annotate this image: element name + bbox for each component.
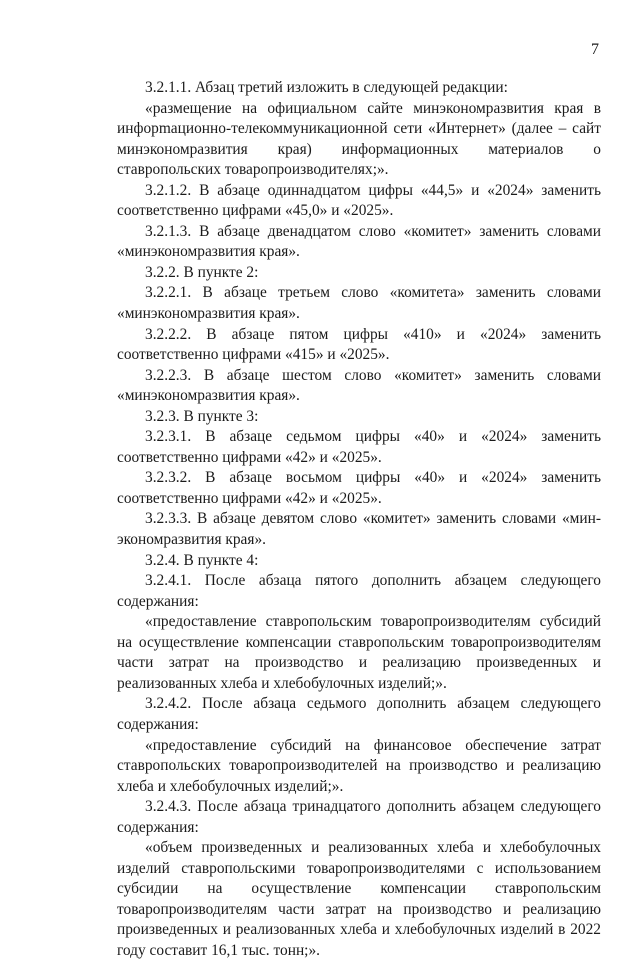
paragraph: 3.2.3.3. В абзаце девятом слово «комитет» заменить словами «минэкономразвития края». xyxy=(117,510,601,549)
paragraph: 3.2.1.2. В абзаце одиннадцатом цифры «44,5» и «2024» заменить соответственно цифрами «45,0» и «2025». xyxy=(117,181,601,220)
paragraph: 3.2.4. В пункте 4: xyxy=(145,551,259,569)
paragraph: 3.2.3. В пункте 3: xyxy=(145,407,259,425)
paragraph: 3.2.4.2. После абзаца седьмого дополнить абзацем следующего содержания: xyxy=(117,695,601,733)
paragraph: 3.2.1.1. Абзац третий изложить в следующей редакции: xyxy=(145,79,508,96)
paragraph: 3.2.1.3. В абзаце двенадцатом слово «комитет» заменить словами «минэкономразвития края». xyxy=(117,222,601,261)
paragraph: 3.2.2.1. В абзаце третьем слово «комитета» заменить словами «минэкономразвития края». xyxy=(117,284,601,323)
paragraph: «объем произведенных и реализованных хлеба и хлебобулочных изделий ставропольскими товаропроизводителями с использованием субсидии на осуществление компенсации ставропольским товаропроизводителям части затрат на производство и реализацию произведенных и реализованных хлеба и хлебобулочных изделий в 2022 году составит 16,1 тыс. тонн;». xyxy=(117,839,601,959)
paragraph: «предоставление ставропольским товаропроизводителям субсидий на осуществление компенсации ставропольским товаропроизводителям части затрат на производство и реализацию произведенных и реализованных хлеба и хлебобулочных изделий;». xyxy=(117,613,601,692)
document-body xyxy=(117,78,601,962)
paragraph: 3.2.2.3. В абзаце шестом слово «комитет» заменить словами «минэкономразвития края». xyxy=(117,366,601,405)
paragraph: 3.2.3.2. В абзаце восьмом цифры «40» и «2024» заменить соответственно цифрами «42» и «2025». xyxy=(117,469,601,507)
paragraph: «размещение на официальном сайте минэкономразвития края в инфорmационно-телекоммуникационной сети «Интернет» (далее – сайт минэкономразвития края) информационных материалов о ставропольских товаропроизводителях;». xyxy=(117,99,601,179)
paragraph: «предоставление субсидий на финансовое обеспечение затрат ставропольских товаропроизводителей на производство и реализацию хлеба и хлебобулочных изделий;». xyxy=(117,736,601,795)
paragraph: 3.2.4.1. После абзаца пятого дополнить абзацем следующего содержания: xyxy=(117,572,601,610)
paragraph: 3.2.4.3. После абзаца тринадцатого дополнить абзацем следующего содержания: xyxy=(117,798,601,836)
paragraph: 3.2.3.1. В абзаце седьмом цифры «40» и «2024» заменить соответственно цифрами «42» и «2025». xyxy=(117,428,601,466)
paragraph: 3.2.2. В пункте 2: xyxy=(145,263,259,281)
paragraph: 3.2.2.2. В абзаце пятом цифры «410» и «2024» заменить соответственно цифрами «415» и «2025». xyxy=(117,325,601,364)
page-number: 7 xyxy=(591,41,599,58)
